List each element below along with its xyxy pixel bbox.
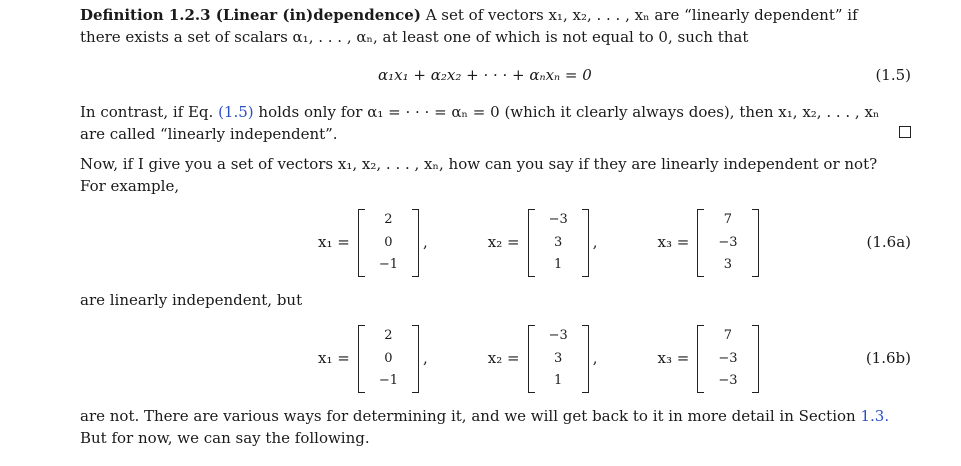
section-ref-link[interactable]: 1.3. bbox=[860, 407, 890, 425]
left-bracket bbox=[528, 209, 547, 275]
entry: 2 bbox=[384, 212, 393, 227]
vector-label: x₃ = bbox=[657, 349, 690, 367]
left-bracket bbox=[358, 209, 377, 275]
example-b-vectors bbox=[318, 325, 759, 391]
vector-b-1 bbox=[318, 325, 428, 391]
left-bracket bbox=[528, 325, 547, 391]
left-bracket bbox=[697, 209, 716, 275]
entry: 7 bbox=[723, 212, 733, 227]
right-bracket bbox=[740, 209, 759, 275]
closing-line-1 bbox=[80, 407, 889, 425]
right-bracket bbox=[740, 325, 759, 391]
vector-a-2 bbox=[488, 209, 598, 275]
entry: 7 bbox=[723, 328, 733, 343]
vector-entries bbox=[377, 328, 400, 388]
entry: 1 bbox=[554, 257, 563, 272]
comma: , bbox=[592, 349, 598, 367]
entry: −3 bbox=[548, 328, 568, 343]
vector-entries bbox=[547, 328, 570, 388]
contrast-text-pre: In contrast, if Eq. bbox=[80, 103, 214, 121]
entry: −3 bbox=[548, 212, 568, 227]
qed-box-icon bbox=[899, 126, 911, 138]
definition-line-2: there exists a set of scalars α₁, . . . , αₙ, at least one of which is not equal to 0, such that bbox=[80, 28, 749, 46]
entry: −1 bbox=[378, 257, 398, 272]
contrast-text-post: holds only for α₁ = · · · = αₙ = 0 (which it clearly always does), then x₁, x₂, . . . , xₙ bbox=[258, 103, 880, 121]
definition-line-1 bbox=[80, 6, 858, 24]
right-bracket bbox=[570, 325, 589, 391]
entry: −1 bbox=[378, 373, 398, 388]
entry: −3 bbox=[718, 350, 738, 366]
vector-entries bbox=[377, 212, 400, 272]
contrast-line-1 bbox=[80, 103, 879, 121]
vector-label: x₃ = bbox=[657, 233, 690, 251]
entry: 0 bbox=[384, 234, 393, 250]
equation-ref-link[interactable]: (1.5) bbox=[218, 103, 254, 121]
vector-entries bbox=[716, 328, 739, 388]
equation-1-5: α₁x₁ + α₂x₂ + · · · + αₙxₙ = 0 bbox=[378, 66, 592, 84]
equation-number-1-5: (1.5) bbox=[875, 66, 911, 84]
vector-entries bbox=[716, 212, 739, 272]
question-line-1: Now, if I give you a set of vectors x₁, x₂, . . . , xₙ, how can you say if they are linearly independent or not? bbox=[80, 155, 878, 173]
entry: −3 bbox=[718, 234, 738, 250]
vector-label: x₂ = bbox=[487, 349, 520, 367]
left-bracket bbox=[358, 325, 377, 391]
right-bracket bbox=[400, 209, 419, 275]
example-a-vectors bbox=[318, 209, 759, 275]
definition-heading: Definition 1.2.3 (Linear (in)dependence) bbox=[80, 6, 421, 24]
vector-b-3 bbox=[658, 325, 759, 391]
entry: −3 bbox=[718, 373, 738, 388]
right-bracket bbox=[400, 325, 419, 391]
vector-b-2 bbox=[488, 325, 598, 391]
equation-number-1-6b: (1.6b) bbox=[865, 349, 911, 367]
vector-label: x₁ = bbox=[318, 233, 350, 251]
closing-text: are not. There are various ways for determining it, and we will get back to it in more detail in Section bbox=[80, 407, 856, 425]
entry: 3 bbox=[554, 350, 563, 366]
left-bracket bbox=[697, 325, 716, 391]
vector-a-1 bbox=[318, 209, 428, 275]
entry: 0 bbox=[384, 350, 393, 366]
definition-text-1: A set of vectors x₁, x₂, . . . , xₙ are “linearly dependent” if bbox=[425, 6, 858, 24]
comma: , bbox=[592, 233, 598, 251]
entry: 3 bbox=[723, 257, 733, 272]
vector-entries bbox=[547, 212, 570, 272]
contrast-line-2: are called “linearly independent”. bbox=[80, 125, 338, 143]
right-bracket bbox=[570, 209, 589, 275]
entry: 1 bbox=[554, 373, 563, 388]
vector-label: x₁ = bbox=[318, 349, 350, 367]
question-line-2: For example, bbox=[80, 177, 180, 195]
entry: 2 bbox=[384, 328, 393, 343]
comma: , bbox=[422, 349, 428, 367]
equation-number-1-6a: (1.6a) bbox=[866, 233, 911, 251]
vector-label: x₂ = bbox=[487, 233, 520, 251]
closing-line-2: But for now, we can say the following. bbox=[80, 429, 370, 447]
vector-a-3 bbox=[658, 209, 759, 275]
comma: , bbox=[422, 233, 428, 251]
entry: 3 bbox=[554, 234, 563, 250]
between-text: are linearly independent, but bbox=[80, 291, 303, 309]
